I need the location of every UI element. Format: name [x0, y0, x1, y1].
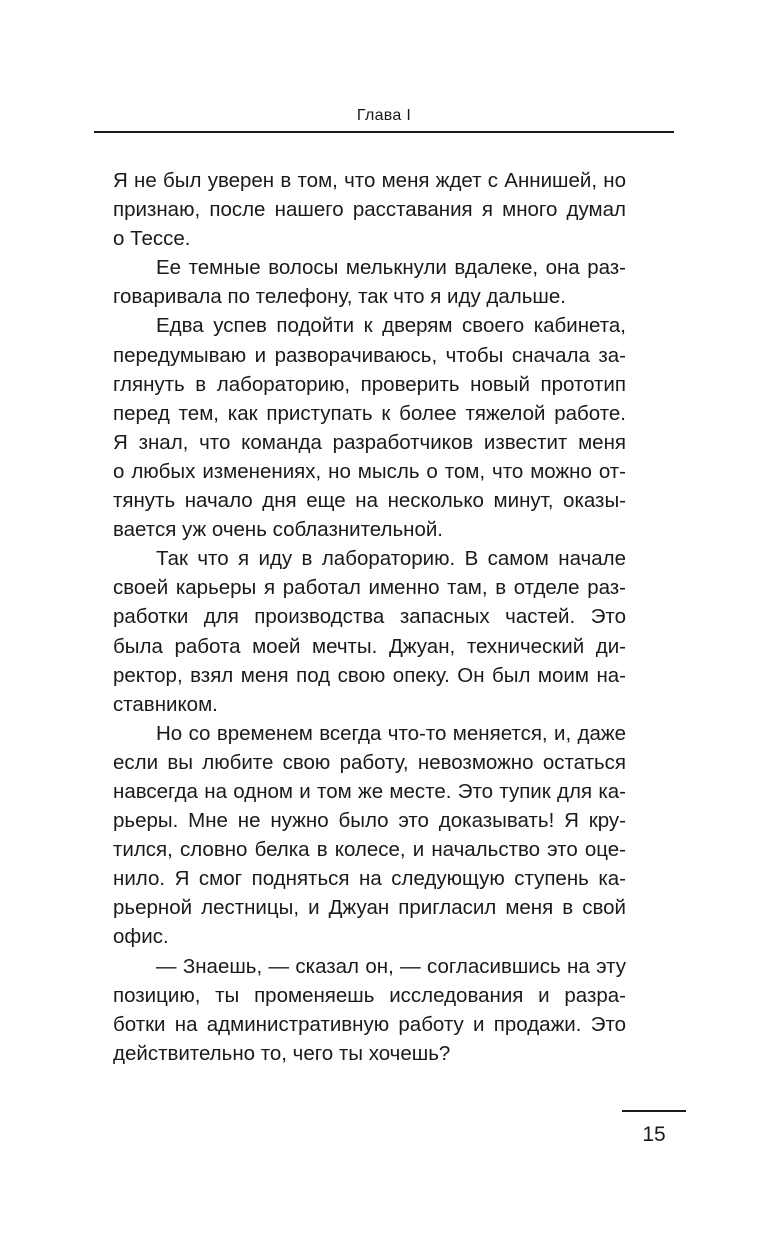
text-line: — Знаешь, — сказал он, — согласившись на эту	[156, 954, 626, 978]
header-rule	[94, 131, 674, 133]
text-line: рьерной лестницы, и Джуан пригласил меня в свой	[113, 896, 626, 920]
text-line: Едва успев подойти к дверям своего кабинета,	[156, 314, 626, 338]
text-line: Так что я иду в лабораторию. В самом начале	[156, 547, 626, 571]
page-body	[113, 166, 626, 1068]
footer-rule	[622, 1110, 686, 1112]
text-line: признаю, после нашего расставания я много думал	[113, 198, 626, 222]
text-line: работки для производства запасных частей. Это	[113, 605, 626, 629]
text-line: тился, словно белка в колесе, и начальство это оце-	[113, 838, 626, 862]
text-line: Но со временем всегда что-то меняется, и, даже	[156, 721, 626, 745]
text-line: Я знал, что команда разработчиков известит меня	[113, 430, 626, 454]
text-line: о Тессе.	[113, 227, 191, 251]
text-line: тянуть начало дня еще на несколько минут, оказы-	[113, 489, 626, 513]
text-line: офис.	[113, 925, 169, 949]
text-line: действительно то, чего ты хочешь?	[113, 1041, 451, 1065]
text-line: навсегда на одном и том же месте. Это тупик для ка-	[113, 779, 626, 803]
paragraph	[113, 544, 626, 719]
text-line: ботки на административную работу и продажи. Это	[113, 1012, 626, 1036]
text-line: глянуть в лабораторию, проверить новый прототип	[113, 372, 626, 396]
text-line: перед тем, как приступать к более тяжелой работе.	[113, 401, 626, 425]
text-line: передумываю и разворачиваюсь, чтобы сначала за-	[113, 343, 626, 367]
paragraph	[113, 166, 626, 253]
text-line: нило. Я смог подняться на следующую ступень ка-	[113, 867, 626, 891]
text-line: ставником.	[113, 692, 218, 716]
paragraph	[113, 311, 626, 544]
text-line: если вы любите свою работу, невозможно остаться	[113, 750, 626, 774]
text-line: о любых изменениях, но мысль о том, что можно от-	[113, 459, 626, 483]
paragraph	[113, 719, 626, 952]
text-line: позицию, ты променяешь исследования и разра-	[113, 983, 626, 1007]
text-line: своей карьеры я работал именно там, в отделе раз-	[113, 576, 626, 600]
running-header: Глава I	[356, 107, 412, 124]
text-line: рьеры. Мне не нужно было это доказывать! Я кру-	[113, 809, 626, 833]
text-line: говаривала по телефону, так что я иду дальше.	[113, 285, 566, 309]
text-line: ректор, взял меня под свою опеку. Он был моим на-	[113, 663, 626, 687]
text-line: была работа моей мечты. Джуан, технический ди-	[113, 634, 626, 658]
text-line: Ее темные волосы мелькнули вдалеке, она раз-	[156, 256, 626, 280]
text-line: Я не был уверен в том, что меня ждет с Аннишей, но	[113, 169, 626, 192]
paragraph	[113, 253, 626, 311]
page-number: 15	[642, 1123, 666, 1146]
text-line: вается уж очень соблазнительной.	[113, 518, 444, 542]
paragraph	[113, 952, 626, 1068]
